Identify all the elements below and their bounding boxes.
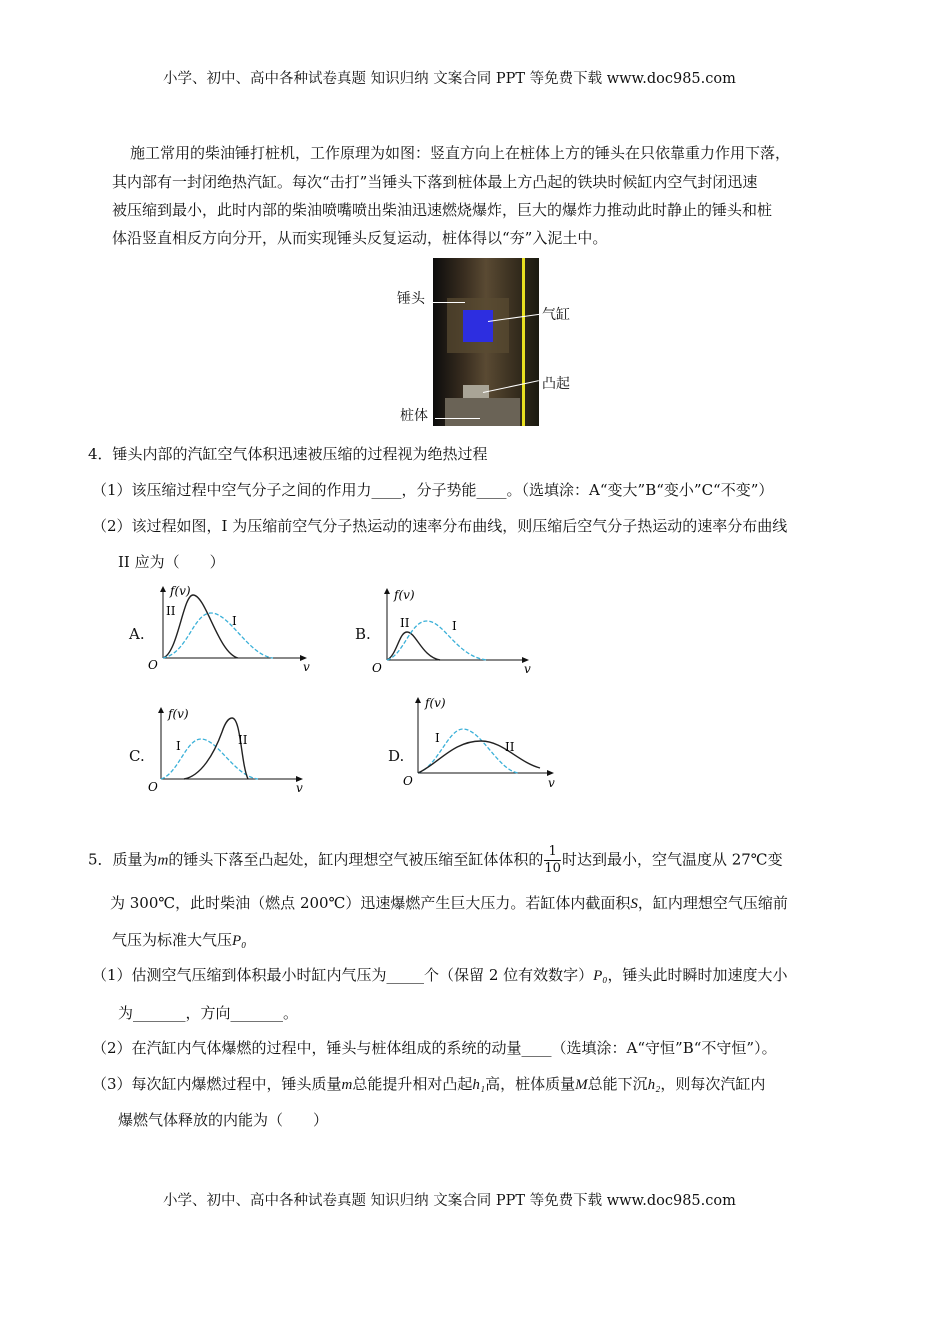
y-axis-label: f(v) (394, 588, 415, 602)
option-a-label[interactable]: A. (129, 625, 145, 643)
option-a-graph[interactable] (148, 583, 313, 678)
intro-line: 其内部有一封闭绝热汽缸。每次“击打”当锤头下落到桩体最上方凸起的铁块时候缸内空气封闭迅速 (112, 173, 758, 191)
curve-ii (184, 718, 248, 779)
label-hammer: 锤头 (397, 291, 425, 307)
curve-label-i: I (452, 619, 457, 633)
curve-label-ii: II (238, 733, 248, 747)
page-header: 小学、初中、高中各种试卷真题 知识归纳 文案合同 PPT 等免费下载 www.doc985.com (163, 71, 736, 87)
curve-label-ii: II (400, 616, 410, 630)
curve-label-i: I (232, 614, 237, 628)
option-c-label[interactable]: C. (129, 747, 145, 765)
y-axis-label: f(v) (168, 707, 189, 721)
yellow-frame (522, 258, 537, 426)
q4-part2-cont: II 应为（ ） (118, 553, 225, 571)
cylinder (463, 310, 493, 342)
q4-part1: （1）该压缩过程中空气分子之间的作用力____，分子势能____。（选填涂：A“变大”B“变小”C“不变”） (92, 481, 774, 499)
curve-label-i: I (176, 739, 181, 753)
curve-label-ii: II (166, 604, 176, 618)
pile-driver-photo (433, 258, 539, 426)
option-d-label[interactable]: D. (388, 747, 405, 765)
x-axis-label: v (303, 660, 310, 674)
q4-stem: 4．锤头内部的汽缸空气体积迅速被压缩的过程视为绝热过程 (88, 445, 488, 463)
q5-part1: （1）估测空气压缩到体积最小时缸内气压为_____个（保留 2 位有效数字）P₀，锤头此时瞬时加速度大小 (92, 966, 788, 984)
x-axis-label: v (548, 776, 555, 790)
fraction: $\frac{1}{10}$ (544, 844, 561, 876)
option-b-label[interactable]: B. (355, 625, 371, 643)
intro-line: 体沿竖直相反方向分开，从而实现锤头反复运动，桩体得以“夯”入泥土中。 (112, 229, 608, 247)
option-b-graph[interactable] (372, 585, 537, 680)
q4-part2: （2）该过程如图，I 为压缩前空气分子热运动的速率分布曲线，则压缩后空气分子热运动的速率分布曲线 (92, 517, 788, 535)
origin-label: O (403, 774, 413, 788)
y-axis-label: f(v) (170, 584, 191, 598)
y-axis-label: f(v) (425, 696, 446, 710)
page-footer: 小学、初中、高中各种试卷真题 知识归纳 文案合同 PPT 等免费下载 www.doc985.com (163, 1193, 736, 1209)
q5-line3: 气压为标准大气压P₀ (112, 931, 247, 949)
intro-line: 被压缩到最小，此时内部的柴油喷嘴喷出柴油迅速燃烧爆炸，巨大的爆炸力推动此时静止的锤头和桩 (112, 201, 773, 219)
pile-base (445, 398, 520, 426)
x-axis-label: v (524, 662, 531, 676)
curve-i (418, 729, 518, 773)
option-c-graph[interactable] (146, 704, 311, 799)
label-pile: 桩体 (400, 408, 428, 424)
q5-part2: （2）在汽缸内气体爆燃的过程中，锤头与桩体组成的系统的动量____（选填涂：A“守恒”B“不守恒”）。 (92, 1039, 777, 1057)
x-axis-label: v (296, 781, 303, 795)
intro-line: 施工常用的柴油锤打桩机，工作原理为如图：竖直方向上在桩体上方的锤头在只依靠重力作用下落， (130, 144, 791, 162)
origin-label: O (148, 780, 158, 794)
label-boss: 凸起 (542, 376, 570, 392)
q5-line1: 5．质量为m的锤头下落至凸起处，缸内理想空气被压缩至缸体体积的 $\frac{1}{10}$ 时达到最小，空气温度从 27℃变 (88, 844, 783, 876)
origin-label: O (148, 658, 158, 672)
q5-line2: 为 300℃，此时柴油（燃点 200℃）迅速爆燃产生巨大压力。若缸体内截面积S，缸内理想空气压缩前 (110, 894, 788, 912)
q5-part3-cont: 爆燃气体释放的内能为（ ） (118, 1111, 329, 1129)
curve-label-ii: II (505, 740, 515, 754)
origin-label: O (372, 661, 382, 675)
curve-label-i: I (435, 731, 440, 745)
option-d-graph[interactable] (403, 694, 568, 789)
label-cylinder: 气缸 (542, 307, 570, 323)
q5-part1-cont: 为_______，方向_______。 (118, 1004, 299, 1022)
q5-part3: （3）每次缸内爆燃过程中，锤头质量m总能提升相对凸起h₁高，桩体质量M总能下沉h₂，则每次汽缸内 (92, 1075, 766, 1093)
